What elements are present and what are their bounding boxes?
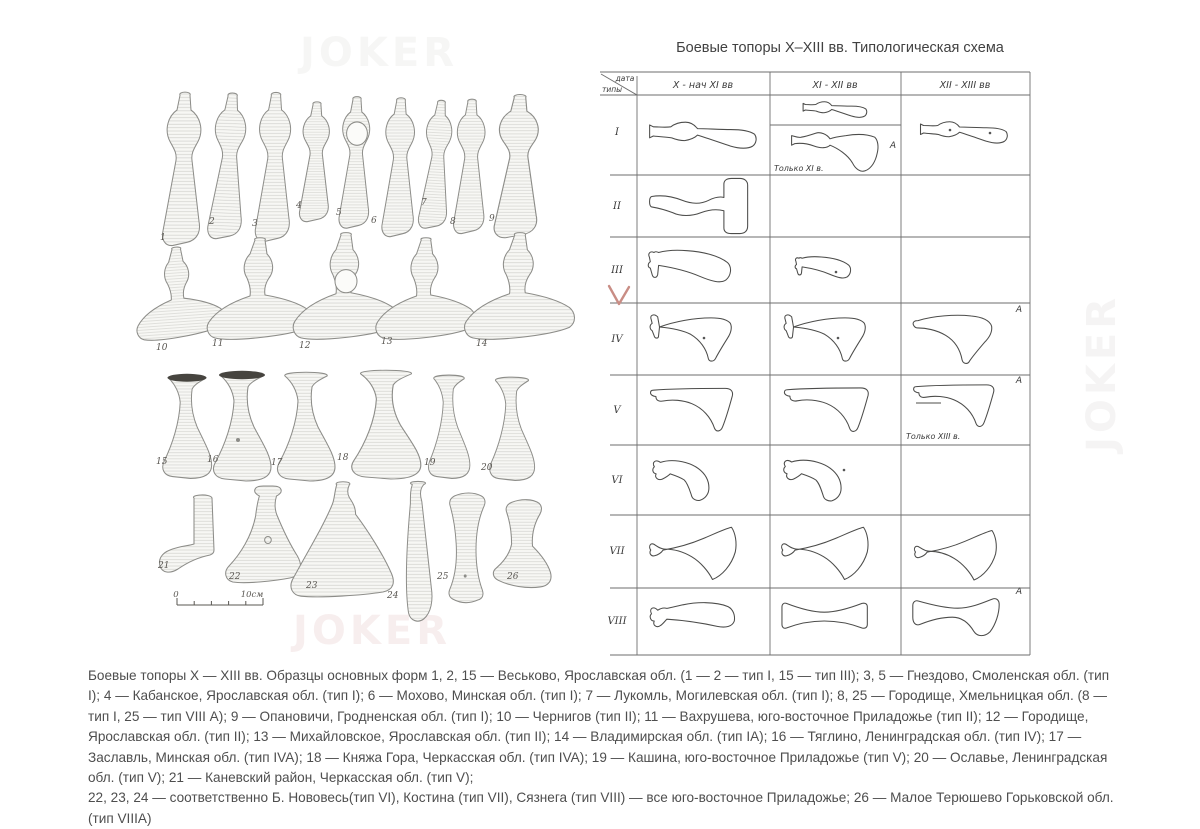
axe-drawing-23 xyxy=(291,482,393,597)
scale-bar-end-label: 10см xyxy=(241,590,264,600)
axe-drawing-20 xyxy=(490,377,535,480)
figure-number-3: 3 xyxy=(252,219,258,229)
rivet-dot xyxy=(989,132,992,135)
cell-axe-VI-col1 xyxy=(653,461,709,501)
row-label-III: III xyxy=(610,265,624,276)
row-label-VIII: VIII xyxy=(607,616,627,627)
cell-axe-IV-col2 xyxy=(784,315,865,361)
rivet-dot xyxy=(843,469,846,472)
cell-axe-IV-col1 xyxy=(650,315,731,361)
cell-axe-VI-col2 xyxy=(784,460,841,501)
row-label-IV: IV xyxy=(610,334,624,345)
figure-number-8: 8 xyxy=(450,217,456,227)
column-header-2: XII - XIII вв xyxy=(939,80,991,91)
figure-number-25: 25 xyxy=(436,572,449,582)
cell-axe-VIII-col2 xyxy=(782,603,867,628)
axe-drawing-1 xyxy=(162,92,200,245)
axe-drawing-26 xyxy=(493,500,551,588)
column-header-1: XI - XII вв xyxy=(811,80,858,91)
cell-axe-II-col1 xyxy=(650,178,748,233)
corner-label-date: дата xyxy=(615,74,635,83)
cell-axe-VII-col2 xyxy=(782,527,868,579)
cell-axe-V-col3 xyxy=(914,385,994,427)
axe-drawing-6 xyxy=(382,98,415,237)
cell-axe-III-col2 xyxy=(795,257,850,278)
row-label-VII: VII xyxy=(609,546,625,557)
cell-axe-IV-col3 xyxy=(913,315,992,363)
axe-drawing-13 xyxy=(376,238,475,340)
axe-drawing-22 xyxy=(226,486,301,583)
figure-number-20: 20 xyxy=(480,463,493,473)
marker-a-row-V: A xyxy=(1015,376,1022,386)
axe-drawing-15 xyxy=(163,374,212,479)
figure-number-13: 13 xyxy=(381,337,393,347)
cell-axe-V-col1 xyxy=(651,388,733,431)
figure-number-4: 4 xyxy=(295,201,302,211)
marker-a-row-I: A xyxy=(889,141,896,151)
axe-drawing-5 xyxy=(339,97,370,228)
figure-caption xyxy=(88,666,1120,829)
figure-number-17: 17 xyxy=(271,458,283,468)
row-label-II: II xyxy=(612,201,622,212)
cell-axe-VII-col1 xyxy=(650,527,736,579)
axe-drawing-16 xyxy=(213,371,271,481)
cell-axe-VII-col3 xyxy=(914,531,996,581)
row-label-V: V xyxy=(613,405,622,416)
row-label-I: I xyxy=(614,127,620,138)
rivet-dot xyxy=(703,337,706,340)
figure-number-9: 9 xyxy=(489,214,495,224)
typology-table xyxy=(598,70,1032,662)
schema-title: Боевые топоры X–XIII вв. Типологическая схема xyxy=(630,40,1050,56)
rivet-dot xyxy=(835,271,838,274)
axe-drawing-8 xyxy=(454,99,485,233)
figure-number-18: 18 xyxy=(337,453,349,463)
axe-drawing-14 xyxy=(465,233,575,340)
caption-paragraph-1: Боевые топоры X — XIII вв. Образцы основных форм 1, 2, 15 — Веськово, Ярославская обл. (1 — 2 — тип I, 15 — тип III); 3, 5 — Гнездово, Смоленская обл. (тип I); 4 — Кабанское, Ярославская обл. (тип I); 6 — Мохово, Минская обл. (тип I); 7 — Лукомль, Могилевская обл. (тип I); 8, 25 — Городище, Хмельницкая обл. (8 — тип I, 25 — тип VIII А); 9 — Опановичи, Гродненская обл. (тип I); 10 — Чернигов (тип II); 11 — Вахрушева, юго-восточное Приладожье (тип II); 12 — Городище, Ярославская обл. (тип II); 13 — Михайловское, Ярославская обл. (тип II); 14 — Владимирская обл. (тип IA); 16 — Тяглино, Ленинградская обл. (тип IV); 17 — Заславль, Минская обл. (тип IVA); 18 — Княжа Гора, Черкасская обл. (тип IVA); 19 — Кашина, юго-восточное Приладожье (тип V); 20 — Ославье, Ленинградская обл. (тип V); 21 — Каневский район, Черкасская обл. (тип V); xyxy=(88,666,1120,788)
figure-number-12: 12 xyxy=(299,341,311,351)
axe-drawing-4 xyxy=(299,102,329,222)
figure-number-1: 1 xyxy=(160,233,166,243)
figure-number-19: 19 xyxy=(424,458,436,468)
row-label-VI: VI xyxy=(611,475,623,486)
axe-drawings-figure xyxy=(80,78,595,630)
red-checkmark xyxy=(609,286,629,304)
axe-drawing-24 xyxy=(406,481,432,621)
axe-drawing-25 xyxy=(449,493,485,603)
marker-a-row-VIII: A xyxy=(1015,587,1022,597)
figure-number-24: 24 xyxy=(386,591,399,601)
figure-number-2: 2 xyxy=(208,217,215,227)
figure-number-16: 16 xyxy=(207,455,219,465)
cell-axe-V-col2 xyxy=(784,388,868,432)
figure-number-11: 11 xyxy=(212,339,223,349)
figure-number-7: 7 xyxy=(421,198,427,208)
rivet-dot xyxy=(949,129,952,132)
corner-label-types: типы xyxy=(602,85,622,94)
cell-axe-VIII-col1 xyxy=(650,603,734,627)
axe-drawing-18 xyxy=(352,370,421,479)
cell-axe-VIII-col3 xyxy=(913,599,999,636)
axe-drawing-17 xyxy=(277,372,335,481)
figure-number-22: 22 xyxy=(228,572,241,582)
figure-number-26: 26 xyxy=(506,572,519,582)
column-header-0: X - нач XI вв xyxy=(672,80,734,91)
watermark-joker-right: JOKER xyxy=(1079,278,1125,468)
figure-number-15: 15 xyxy=(156,457,168,467)
figure-number-23: 23 xyxy=(305,581,318,591)
scale-bar-start-label: 0 xyxy=(173,590,179,600)
cell-axe-I-col2-top xyxy=(803,102,867,118)
cell-axe-I-col3 xyxy=(921,122,1008,143)
figure-number-6: 6 xyxy=(371,216,377,226)
watermark-joker-top: JOKER xyxy=(300,30,458,76)
axe-drawing-9 xyxy=(494,95,538,238)
caption-paragraph-2: 22, 23, 24 — соответственно Б. Нововесь(тип VI), Костина (тип VII), Сязнега (тип VIII) — все юго-восточное Приладожье; 26 — Малое Терюшево Горьковской обл. (тип VIIIA) xyxy=(88,788,1120,829)
rivet-dot xyxy=(837,337,840,340)
cell-axe-III-col1 xyxy=(648,250,730,282)
figure-number-14: 14 xyxy=(476,339,488,349)
axe-drawing-3 xyxy=(255,92,290,241)
watermark-joker-bottom: JOKER xyxy=(293,608,451,654)
figure-number-21: 21 xyxy=(157,561,169,571)
figure-number-5: 5 xyxy=(336,208,342,218)
note-only-xi: Только XI в. xyxy=(774,164,824,173)
note-only-xiii: Только XIII в. xyxy=(906,432,960,441)
cell-axe-I-col1 xyxy=(650,122,756,148)
axe-drawing-7 xyxy=(418,99,453,229)
marker-a-row-IV: A xyxy=(1015,305,1022,315)
figure-number-10: 10 xyxy=(156,343,168,353)
